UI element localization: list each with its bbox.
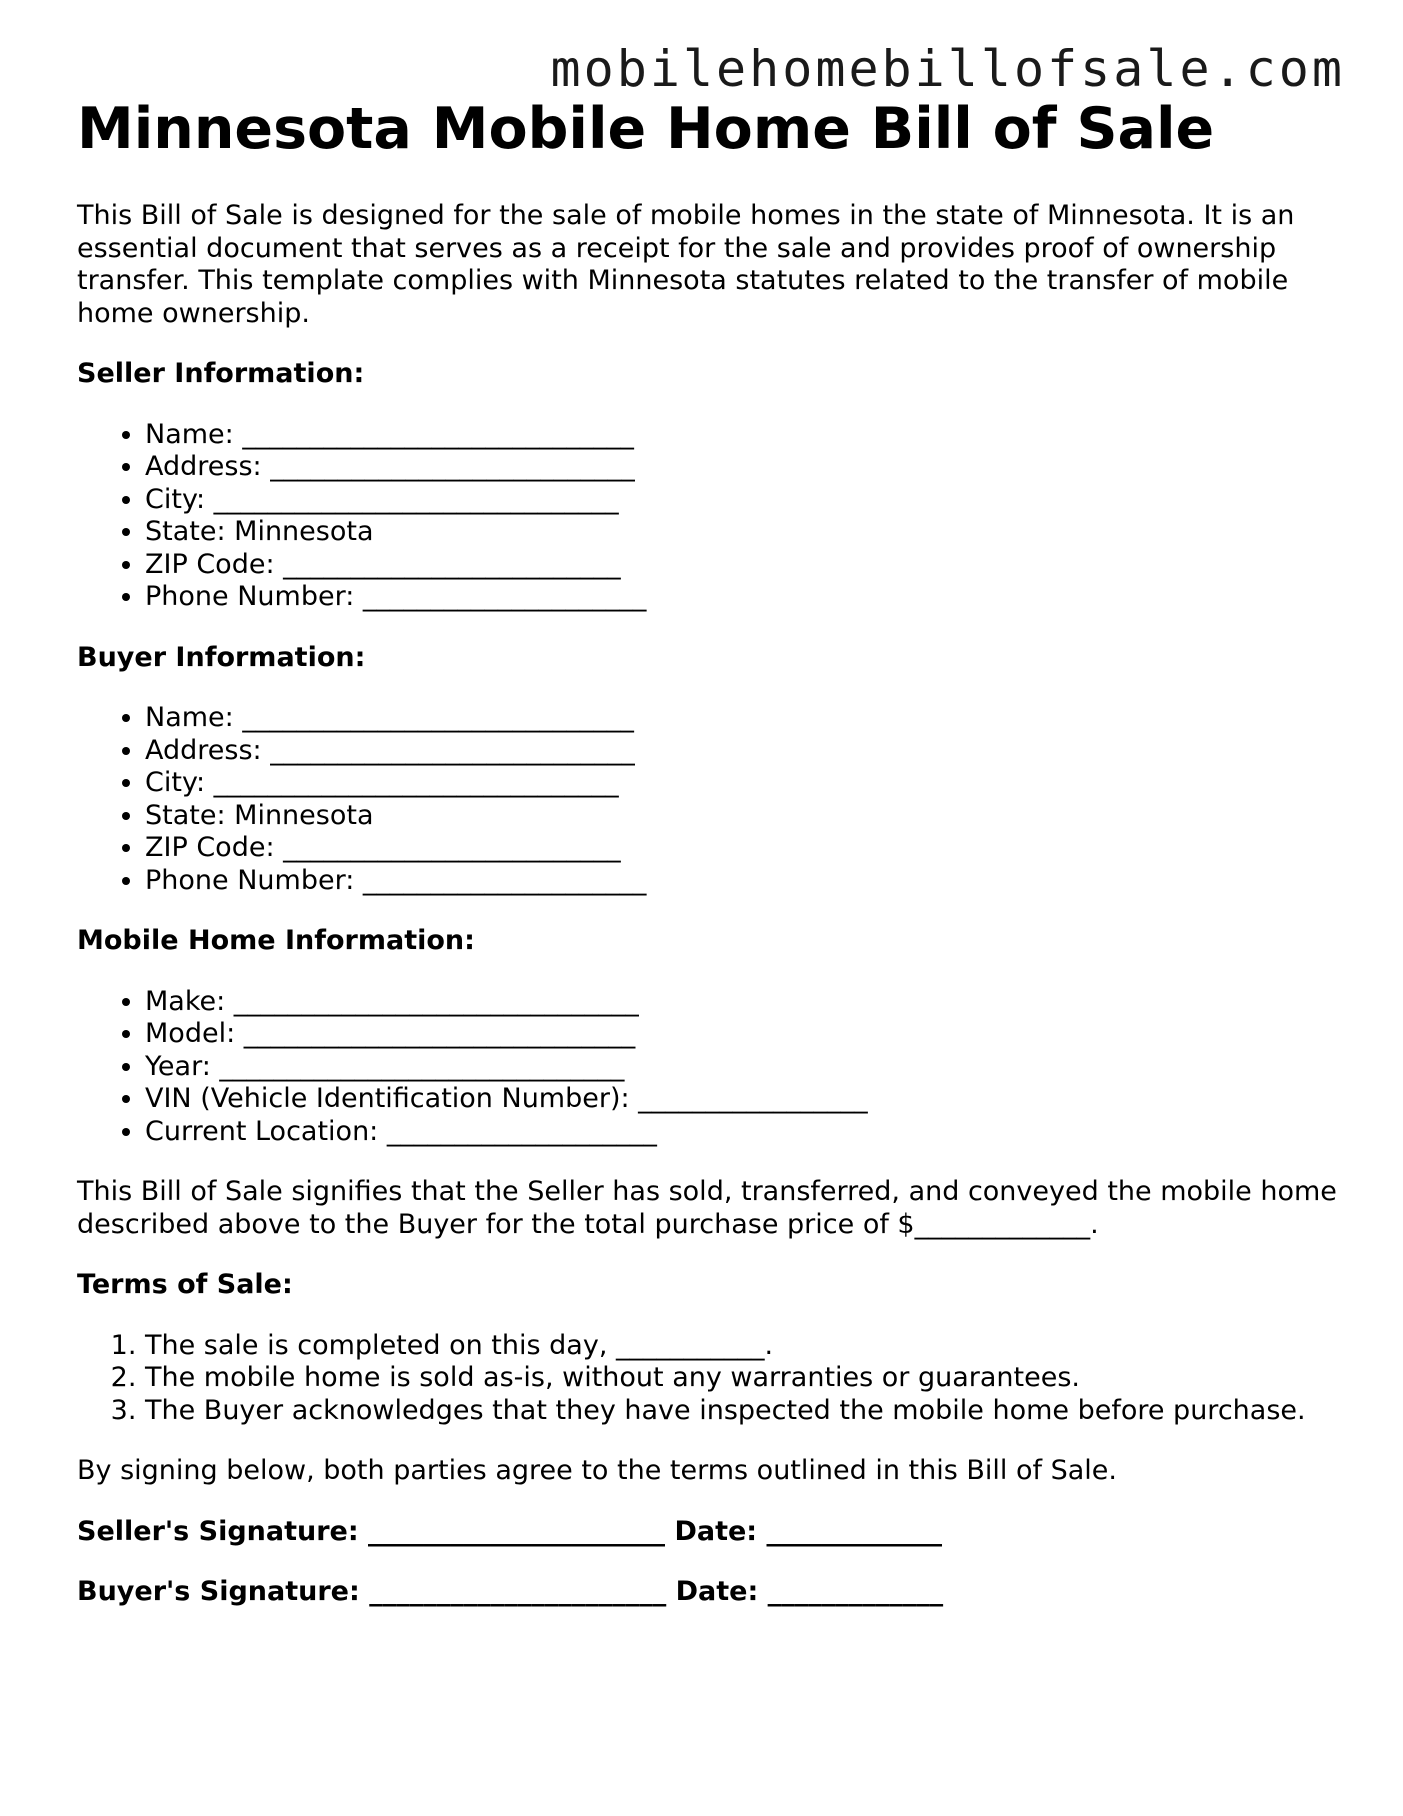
home-make-field[interactable]: • Make: ______________________________ (145, 986, 1347, 1019)
buyer-city-field[interactable]: • City: ______________________________ (145, 767, 1347, 800)
mobile-home-info-list (77, 986, 1347, 1149)
home-vin-field[interactable]: • VIN (Vehicle Identification Number): _________________ (145, 1083, 1347, 1116)
term-item: 2. The mobile home is sold as-is, without any warranties or guarantees. (145, 1362, 1347, 1395)
agreement-statement: By signing below, both parties agree to the terms outlined in this Bill of Sale. (77, 1455, 1117, 1486)
buyer-zip-field[interactable]: • ZIP Code: _________________________ (145, 832, 1347, 865)
seller-address-field[interactable]: • Address: ___________________________ (145, 451, 1347, 484)
seller-phone-field[interactable]: • Phone Number: _____________________ (145, 581, 1347, 614)
seller-info-heading: Seller Information: (77, 358, 365, 389)
home-year-field[interactable]: • Year: ______________________________ (145, 1051, 1347, 1084)
home-location-field[interactable]: • Current Location: ____________________ (145, 1116, 1347, 1149)
term-item: 3. The Buyer acknowledges that they have inspected the mobile home before purchase. (145, 1395, 1347, 1428)
seller-name-field[interactable]: • Name: _____________________________ (145, 419, 1347, 452)
seller-info-list (77, 419, 1347, 614)
sale-statement: This Bill of Sale signifies that the Seller has sold, transferred, and conveyed the mobile home described above to the Buyer for the total purchase price of $_____________. (77, 1176, 1337, 1240)
seller-zip-field[interactable]: • ZIP Code: _________________________ (145, 549, 1347, 582)
page-title: Minnesota Mobile Home Bill of Sale (77, 96, 1215, 162)
terms-heading: Terms of Sale: (77, 1269, 293, 1300)
seller-signature-line[interactable]: Seller's Signature: ______________________ Date: _____________ (77, 1515, 943, 1547)
buyer-info-list (77, 702, 1347, 897)
seller-city-field[interactable]: • City: ______________________________ (145, 484, 1347, 517)
watermark-site-name: mobilehomebillofsale.com (550, 40, 1345, 98)
home-model-field[interactable]: • Model: _____________________________ (145, 1018, 1347, 1051)
buyer-signature-line[interactable]: Buyer's Signature: ______________________ Date: _____________ (77, 1576, 944, 1607)
buyer-address-field[interactable]: • Address: ___________________________ (145, 735, 1347, 768)
buyer-name-field[interactable]: • Name: _____________________________ (145, 702, 1347, 735)
seller-state-field: • State: Minnesota (145, 516, 1347, 549)
mobile-home-info-heading: Mobile Home Information: (77, 925, 475, 956)
buyer-info-heading: Buyer Information: (77, 641, 366, 673)
buyer-state-field: • State: Minnesota (145, 800, 1347, 833)
terms-list (77, 1330, 1347, 1428)
term-item: 1. The sale is completed on this day, ___________. (145, 1330, 1347, 1363)
intro-paragraph: This Bill of Sale is designed for the sale of mobile homes in the state of Minnesota. It is an essential document that serves as a receipt for the sale and provides proof of ownership transfer. This template complies with Minnesota statutes related to the transfer of mobile home ownership. (77, 200, 1295, 329)
buyer-phone-field[interactable]: • Phone Number: _____________________ (145, 865, 1347, 898)
document-body (77, 200, 1347, 1637)
